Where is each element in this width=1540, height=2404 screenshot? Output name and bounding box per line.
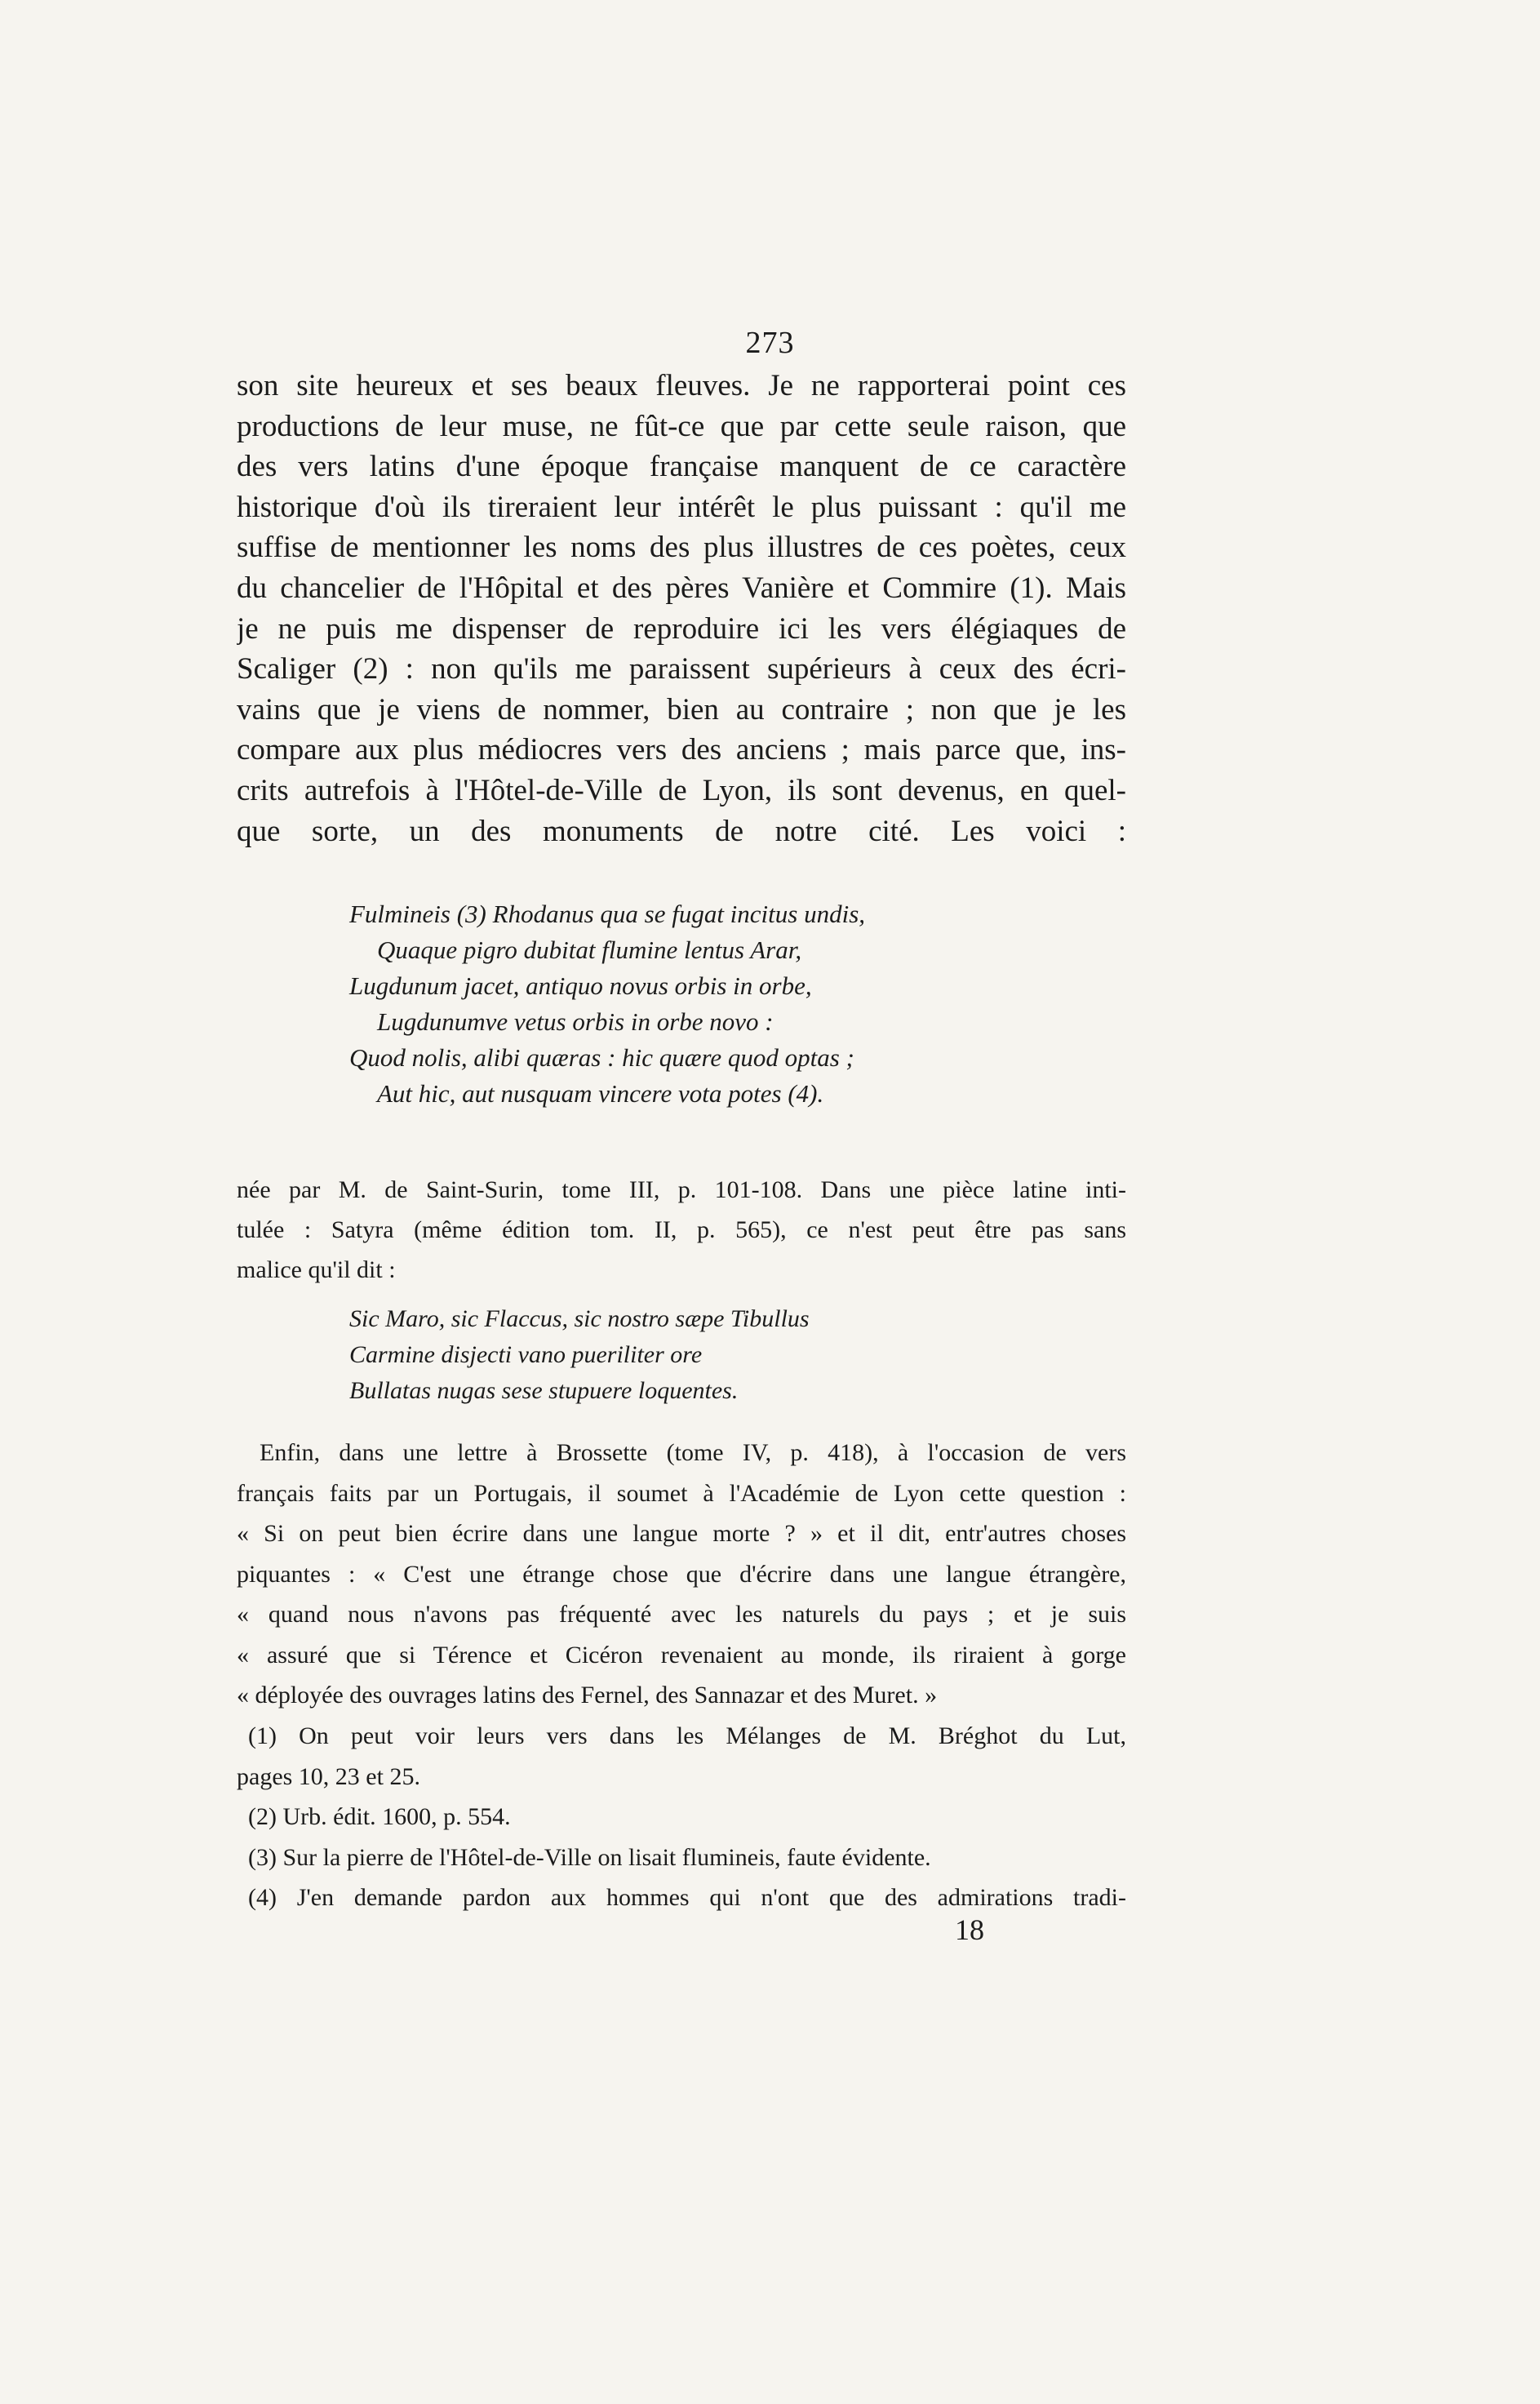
verse-line: Quaque pigro dubitat flumine lentus Arar, <box>377 935 802 964</box>
footnote-line: piquantes : « C'est une étrange chose que d'écrire dans une langue étrangère, <box>237 1560 1126 1588</box>
footnote-line: malice qu'il dit : <box>237 1256 396 1283</box>
text-line: des vers latins d'une époque française manquent de ce caractère <box>237 450 1126 484</box>
latin-verse <box>349 896 865 1112</box>
text-line: crits autrefois à l'Hôtel-de-Ville de Lyon, ils sont devenus, en quel- <box>237 773 1126 807</box>
footnote-line: « Si on peut bien écrire dans une langue morte ? » et il dit, entr'autres choses <box>237 1520 1126 1547</box>
footnote-line: « quand nous n'avons pas fréquenté avec les naturels du pays ; et je suis <box>237 1601 1126 1628</box>
verse-line: Fulmineis (3) Rhodanus qua se fugat incitus undis, <box>349 900 866 928</box>
verse-line: Lugdunum jacet, antiquo novus orbis in orbe, <box>349 971 812 1000</box>
footnote-1-continued: pages 10, 23 et 25. <box>237 1762 420 1790</box>
signature-mark: 18 <box>955 1913 984 1946</box>
footnote-line: née par M. de Saint-Surin, tome III, p. 101-108. Dans une pièce latine inti- <box>237 1176 1126 1203</box>
footnote-1: (1) On peut voir leurs vers dans les Mélanges de M. Bréghot du Lut, <box>248 1722 1126 1749</box>
footnote-line: français faits par un Portugais, il soumet à l'Académie de Lyon cette question : <box>237 1479 1126 1507</box>
footnote-line: Enfin, dans une lettre à Brossette (tome IV, p. 418), à l'occasion de vers <box>260 1439 1126 1466</box>
footnote-3: (3) Sur la pierre de l'Hôtel-de-Ville on lisait flumineis, faute évidente. <box>248 1843 931 1871</box>
verse-line: Aut hic, aut nusquam vincere vota potes (4). <box>377 1079 824 1108</box>
footnote-paragraph <box>237 1433 1126 1716</box>
verse-line: Bullatas nugas sese stupuere loquentes. <box>349 1377 739 1404</box>
verse-line: Sic Maro, sic Flaccus, sic nostro sæpe Tibullus <box>349 1305 810 1332</box>
text-line: historique d'où ils tireraient leur intérêt le plus puissant : qu'il me <box>237 490 1126 524</box>
text-line: Scaliger (2) : non qu'ils me paraissent supérieurs à ceux des écri- <box>237 652 1126 687</box>
text-line: du chancelier de l'Hôpital et des pères Vanière et Commire (1). Mais <box>237 571 1126 605</box>
page-number: 273 <box>745 326 795 360</box>
text-line: vains que je viens de nommer, bien au contraire ; non que je les <box>237 692 1126 727</box>
text-line: son site heureux et ses beaux fleuves. Je ne rapporterai point ces <box>237 369 1126 402</box>
footnote-verse <box>349 1301 810 1409</box>
text-line: suffise de mentionner les noms des plus illustres de ces poètes, ceux <box>237 531 1126 565</box>
footnotes <box>237 1716 1126 1918</box>
text-line: je ne puis me dispenser de reproduire ici les vers élégiaques de <box>237 611 1126 646</box>
text-line: productions de leur muse, ne fût-ce que par cette seule raison, que <box>237 409 1126 443</box>
main-text <box>237 366 1126 851</box>
text-line: que sorte, un des monuments de notre cité. Les voici : <box>237 814 1126 848</box>
footnote-line: « déployée des ouvrages latins des Fernel, des Sannazar et des Muret. » <box>237 1682 938 1709</box>
text-line: compare aux plus médiocres vers des anciens ; mais parce que, ins- <box>237 733 1126 767</box>
verse-line: Carmine disjecti vano pueriliter ore <box>349 1341 703 1368</box>
footnote-line: tulée : Satyra (même édition tom. II, p. 565), ce n'est peut être pas sans <box>237 1216 1126 1243</box>
footnote-4: (4) J'en demande pardon aux hommes qui n'ont que des admirations tradi- <box>248 1884 1126 1911</box>
footnote-2: (2) Urb. édit. 1600, p. 554. <box>248 1803 511 1830</box>
footnote-line: « assuré que si Térence et Cicéron revenaient au monde, ils riraient à gorge <box>237 1641 1126 1669</box>
verse-line: Lugdunumve vetus orbis in orbe novo : <box>377 1007 774 1036</box>
verse-line: Quod nolis, alibi quæras : hic quære quod optas ; <box>349 1043 854 1072</box>
footnote-continuation <box>237 1170 1126 1290</box>
